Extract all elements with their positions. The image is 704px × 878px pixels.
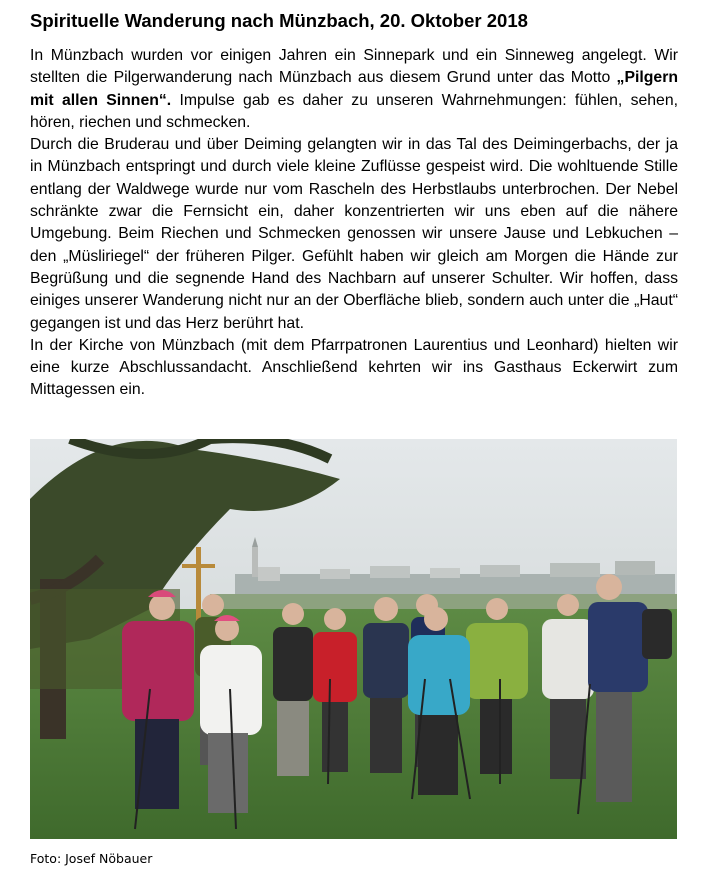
intro-rest-text: Impulse gab es daher zu unseren Wahrnehmungen: fühlen, sehen, hören, riechen und schmecken. — [30, 91, 678, 131]
intro-text: In Münzbach wurden vor einigen Jahren ein Sinnepark und ein Sinneweg angelegt. Wir stellten die Pilgerwanderung nach Münzbach aus diesem Grund unter das Motto — [30, 47, 678, 87]
paragraph-intro — [30, 45, 678, 134]
motto-text: „Pilgern mit allen Sinnen“. — [30, 69, 678, 109]
paragraph-church: In der Kirche von Münzbach (mit dem Pfarrpatronen Laurentius und Leonhard) hielten wir eine kurze Abschlussandacht. Anschließend kehrten wir ins Gasthaus Eckerwirt zum Mittagessen ein. — [30, 336, 678, 399]
article-title: Spirituelle Wanderung nach Münzbach, 20. Oktober 2018 — [30, 10, 528, 31]
hiker — [273, 603, 313, 776]
article-body — [30, 45, 678, 402]
group-photo-illustration — [30, 439, 677, 839]
group-photo — [30, 439, 677, 839]
paragraph-route: Durch die Bruderau und über Deiming gelangten wir in das Tal des Deimingerbachs, der ja in Münzbach entspringt und durch viele kleine Zuflüsse gespeist wird. Die wohltuende Stille entlang der Waldwege wurde nur vom Rascheln des Herbstlaubs unterbrochen. Der Nebel schränkte zwar die Fernsicht ein, daher konzentrierten wir uns eben auf die nähere Umgebung. Beim Riechen und Schmecken genossen wir unsere Jause und Lebkuchen – den „Müsliriegel“ der früheren Pilger. Gefühlt haben wir gleich am Morgen die Hände zur Begrüßung und die segnende Hand des Nachbarn auf unserer Schulter. Wir hoffen, dass einiges unserer Wanderung nicht nur an der Oberfläche blieb, sondern auch unter die „Haut“ gegangen ist und das Herz berührt hat. — [30, 136, 678, 332]
photo-credit: Foto: Josef Nöbauer — [30, 851, 153, 866]
